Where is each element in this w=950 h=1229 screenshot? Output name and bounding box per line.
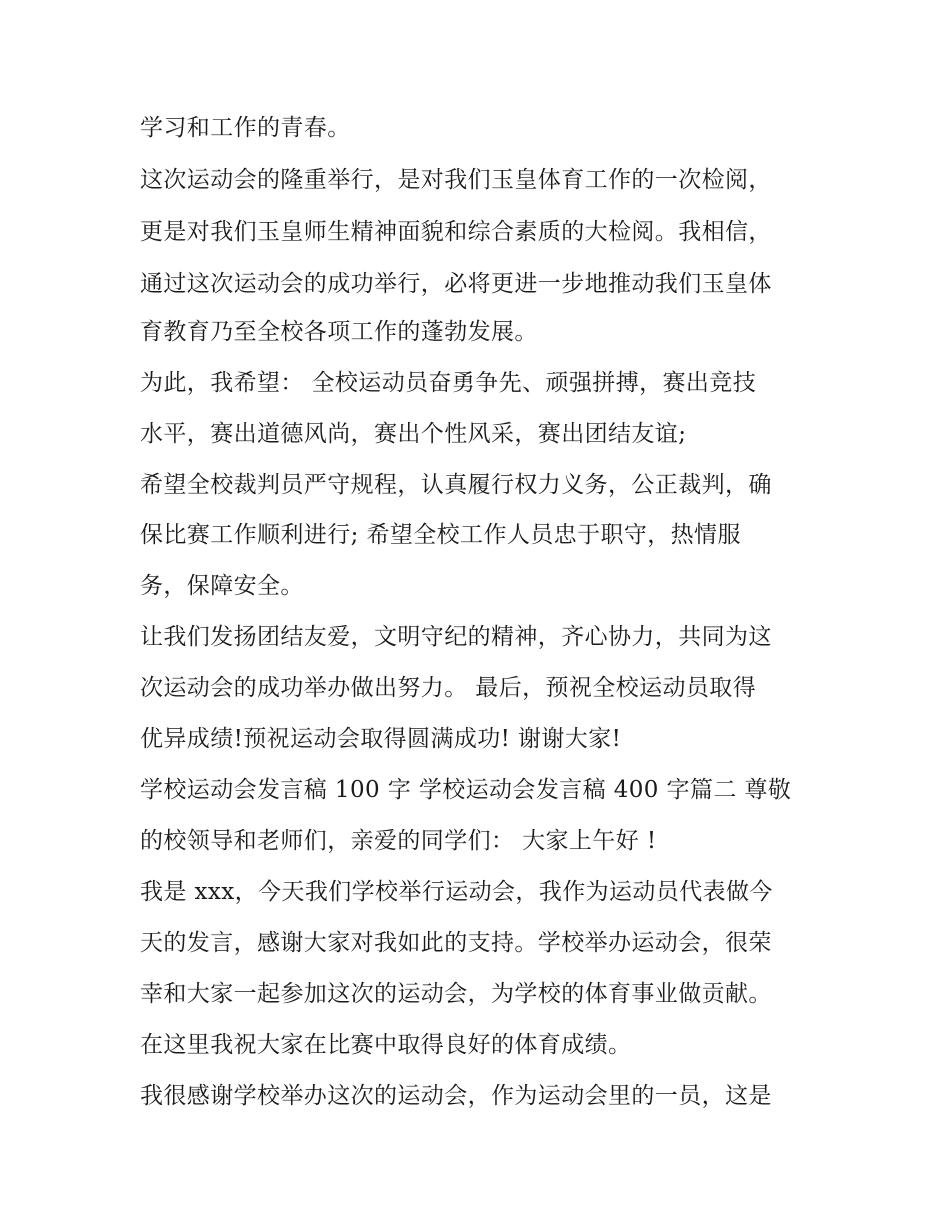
text-line: 学习和工作的青春。 (140, 115, 351, 141)
text-line: 更是对我们玉皇师生精神面貌和综合素质的大检阅。我相信， (140, 219, 772, 245)
text-line: 通过这次运动会的成功举行，必将更进一步地推动我们玉皇体 (140, 271, 772, 297)
text-line: 务，保障安全。 (140, 573, 304, 599)
text-line: 在这里我祝大家在比赛中取得良好的体育成绩。 (140, 1032, 632, 1058)
text-line: 为此，我希望： 全校运动员奋勇争先、顽强拼搏，赛出竞技 (140, 370, 757, 396)
text-line: 学校运动会发言稿 100 字 学校运动会发言稿 400 字篇二 尊敬 (140, 777, 792, 803)
text-line: 我很感谢学校举办这次的运动会，作为运动会里的一员，这是 (140, 1083, 772, 1109)
text-line: 优异成绩!预祝运动会取得圆满成功! 谢谢大家! (140, 726, 622, 752)
text-line: 天的发言，感谢大家对我如此的支持。学校举办运动会，很荣 (140, 930, 772, 956)
text-line: 让我们发扬团结友爱，文明守纪的精神，齐心协力，共同为这 (140, 624, 772, 650)
text-line: 的校领导和老师们，亲爱的同学们： 大家上午好 ! (140, 828, 657, 854)
text-line: 幸和大家一起参加这次的运动会，为学校的体育事业做贡献。 (140, 981, 772, 1007)
text-line: 水平，赛出道德风尚，赛出个性风采，赛出团结友谊; (140, 421, 687, 447)
text-line: 育教育乃至全校各项工作的蓬勃发展。 (140, 319, 538, 345)
text-line: 这次运动会的隆重举行，是对我们玉皇体育工作的一次检阅， (140, 167, 772, 193)
text-line: 次运动会的成功举办做出努力。 最后，预祝全校运动员取得 (140, 675, 757, 701)
text-line: 我是 xxx，今天我们学校举行运动会，我作为运动员代表做今 (140, 879, 773, 905)
text-line: 保比赛工作顺利进行; 希望全校工作人员忠于职守，热情服 (140, 522, 741, 548)
text-line: 希望全校裁判员严守规程，认真履行权力义务，公正裁判，确 (140, 472, 772, 498)
